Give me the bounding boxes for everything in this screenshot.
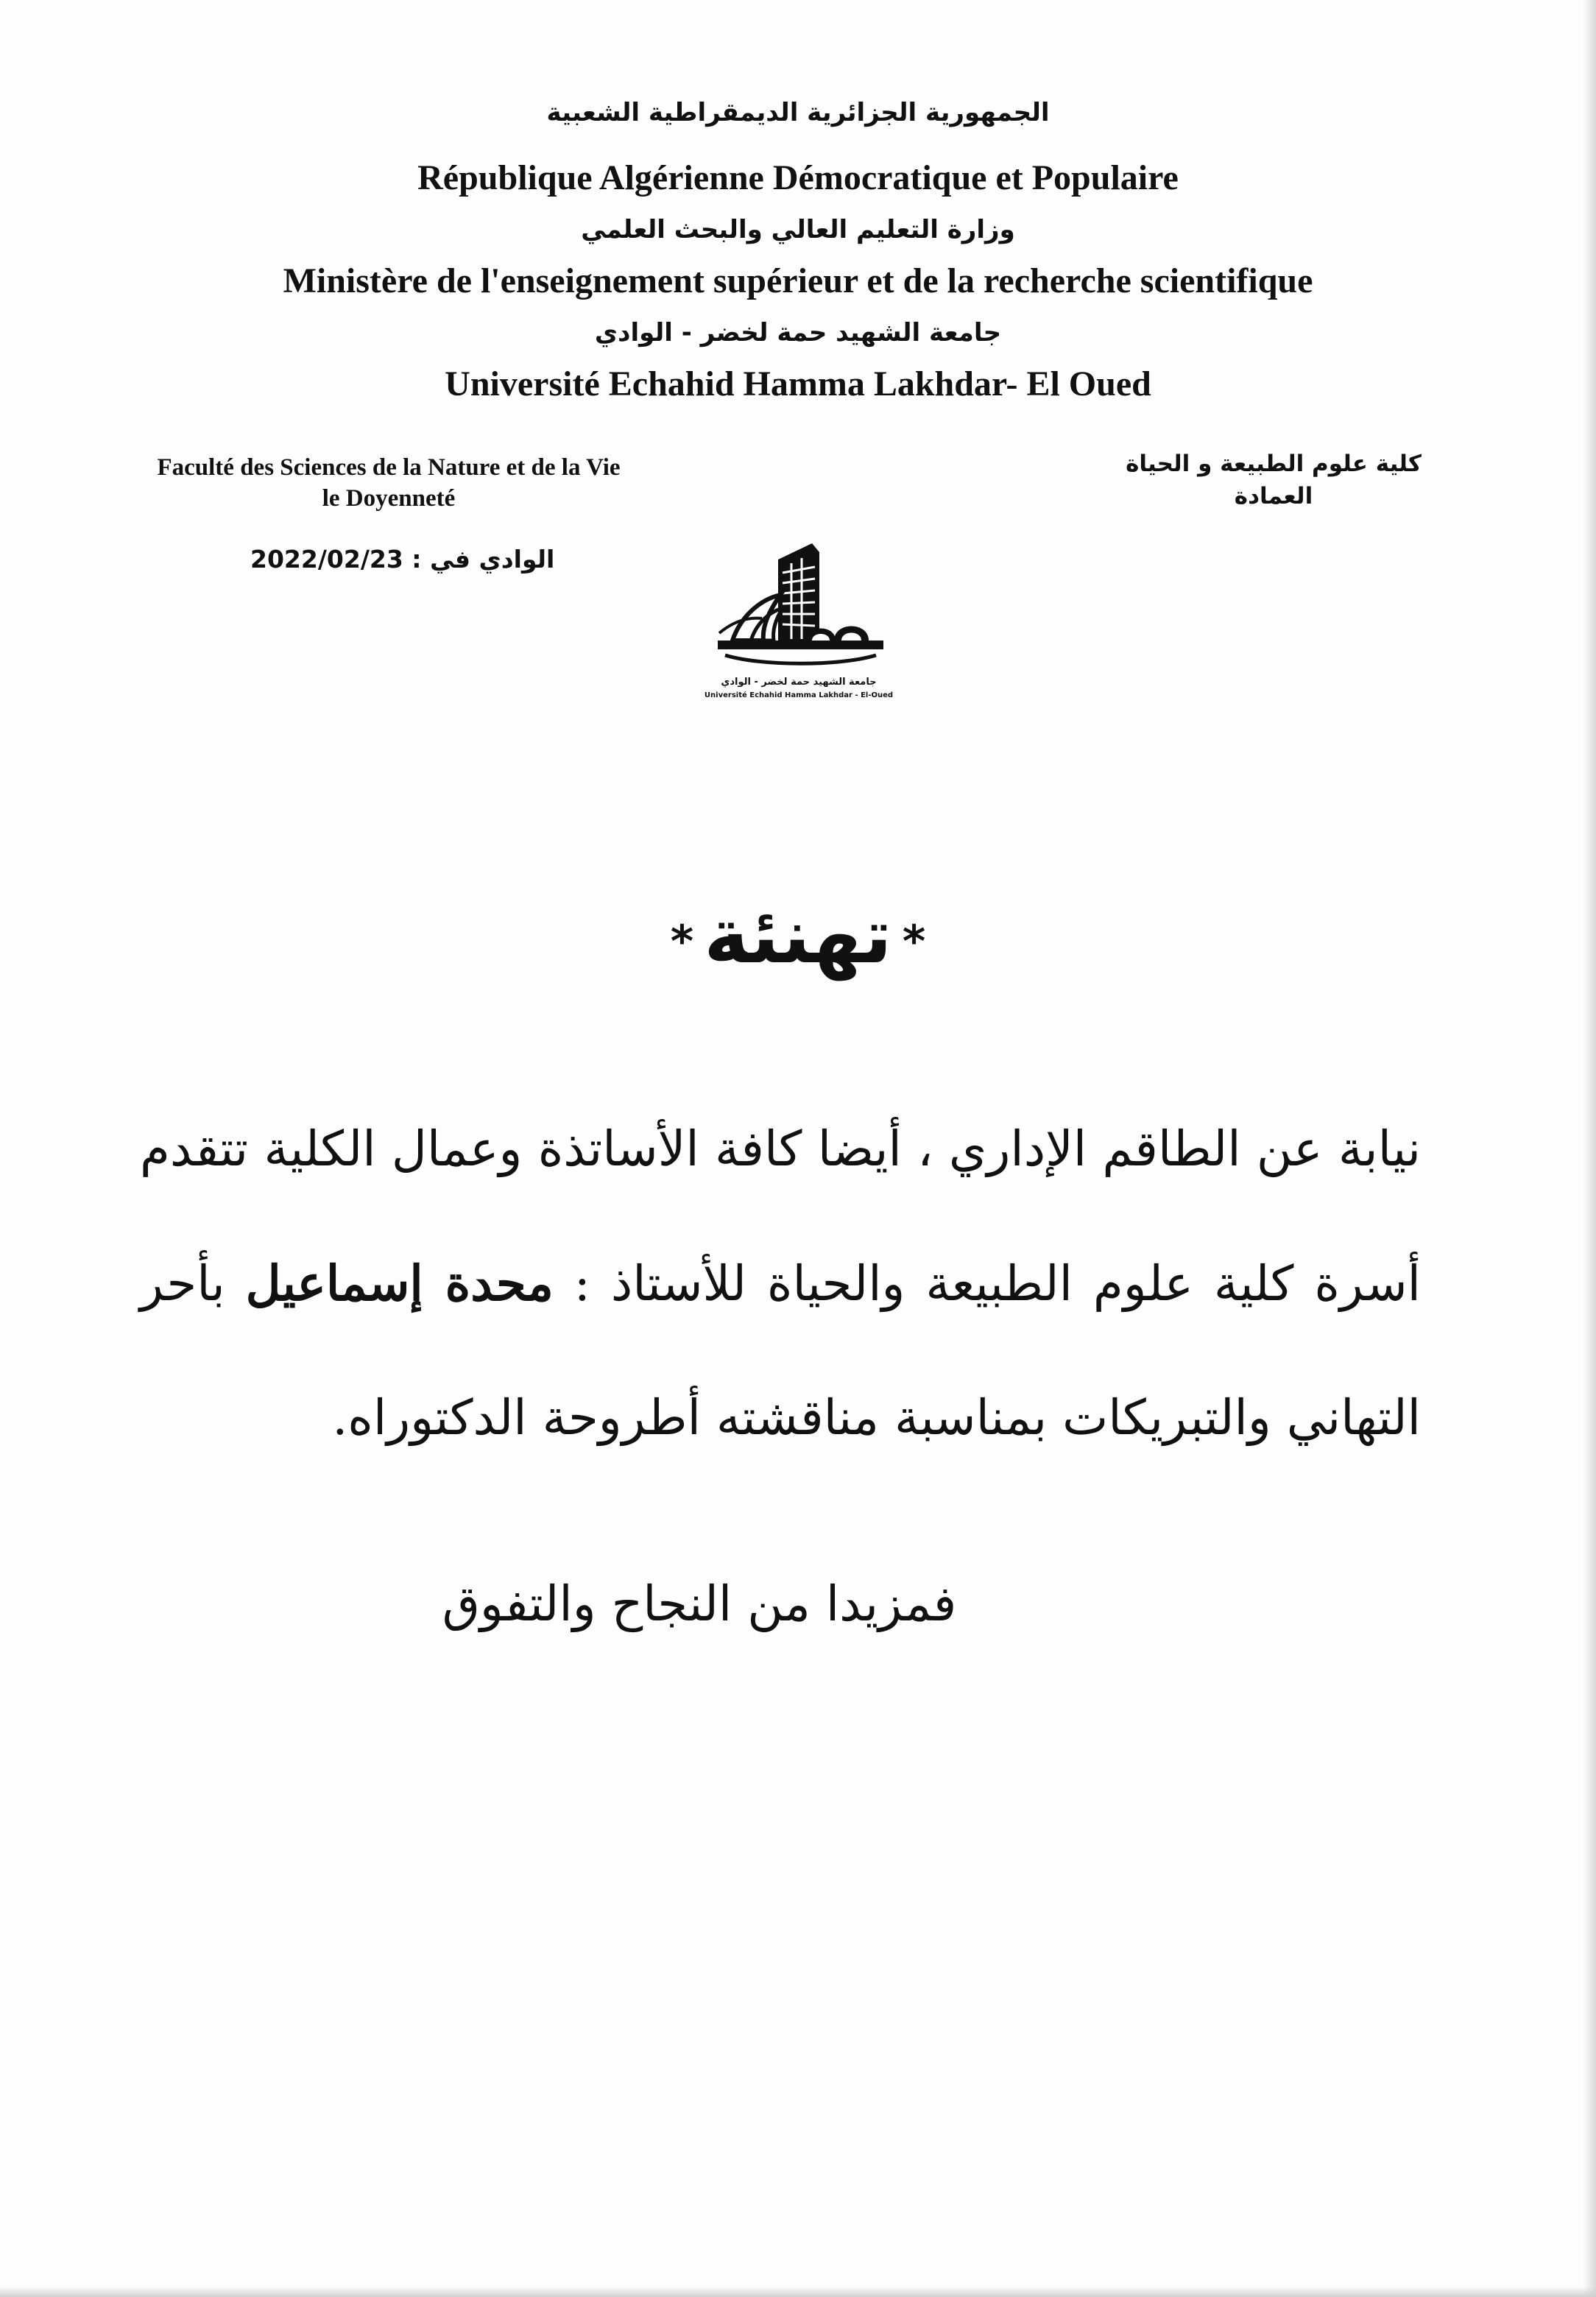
faculty-name-ar: كلية علوم الطبيعة و الحياة xyxy=(1126,451,1422,477)
faculty-name-fr: Faculté des Sciences de la Nature et de la Vie xyxy=(157,454,621,481)
university-name-fr: Université Echahid Hamma Lakhdar- El Oued xyxy=(445,364,1151,403)
paragraph-outro: بأحر التهاني والتبريكات بمناسبة مناقشته أطروحة الدكتوراه. xyxy=(140,1255,1421,1446)
faculty-block-ar xyxy=(1119,448,1428,512)
document-title xyxy=(0,891,1596,981)
logo-caption-fr: Université Echahid Hamma Lakhdar - El-Oued xyxy=(704,691,894,699)
logo-base xyxy=(718,641,883,649)
congratulation-paragraph xyxy=(140,1082,1421,1485)
university-name-ar: جامعة الشهيد حمة لخضر - الوادي xyxy=(594,318,1002,347)
ministry-name-ar: وزارة التعليم العالي والبحث العلمي xyxy=(581,215,1015,244)
closing-wish: فمزيدا من النجاح والتفوق xyxy=(442,1576,957,1632)
title-text: تهنئة xyxy=(704,891,892,981)
page-bottom-edge xyxy=(0,2287,1596,2297)
paragraph-intro: نيابة عن الطاقم الإداري ، أيضا كافة الأساتذة وعمال الكلية تتقدم أسرة كلية علوم الطبيعة والحياة للأستاذ : xyxy=(140,1121,1421,1312)
ministry-name-fr: Ministère de l'enseignement supérieur et de la recherche scientifique xyxy=(283,261,1313,300)
faculty-block-fr xyxy=(131,452,646,514)
star-right: * xyxy=(670,915,694,967)
date-line: الوادي في : 2022/02/23 xyxy=(250,545,555,574)
republic-name-fr: République Algérienne Démocratique et Populaire xyxy=(417,158,1179,197)
honoree-name: محدة إسماعيل xyxy=(245,1255,554,1312)
logo-caption-ar: جامعة الشهيد حمة لخضر - الوادي xyxy=(721,677,877,688)
star-left: * xyxy=(902,915,926,967)
logo-base-curve xyxy=(725,655,876,663)
deanship-ar: العمادة xyxy=(1234,483,1313,509)
republic-name-ar: الجمهورية الجزائرية الديمقراطية الشعبية xyxy=(546,98,1050,127)
deanship-fr: le Doyenneté xyxy=(322,485,456,512)
logo-caption xyxy=(703,676,894,702)
